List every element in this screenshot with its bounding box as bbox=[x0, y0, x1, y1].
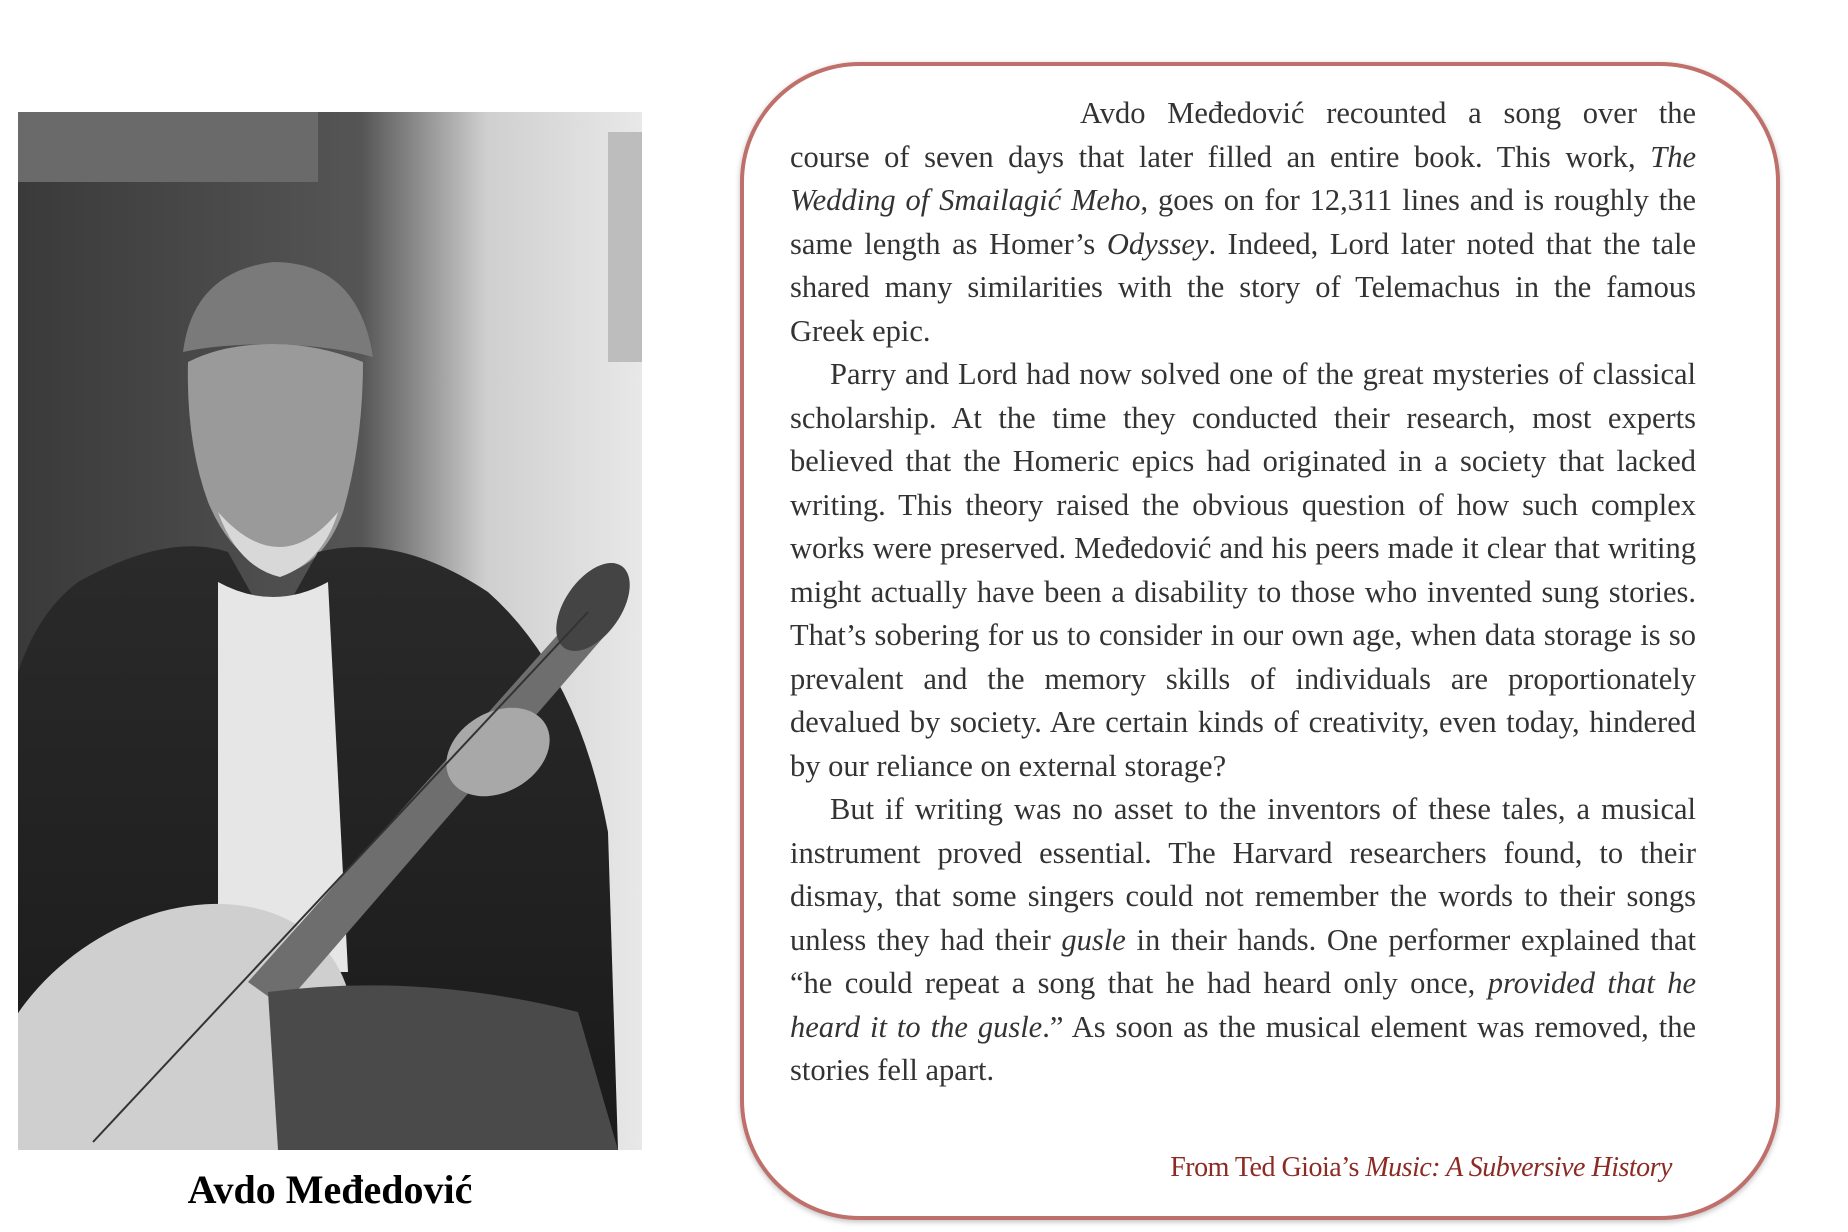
text-run: . Indeed, Lord later noted that the tale shared many similarities with the story of Telemachus in the famous Greek epic. bbox=[790, 226, 1696, 348]
portrait-photo bbox=[18, 112, 642, 1150]
text-run: Avdo Međedović recounted a song over the course of seven days that later filled an entire book. This work, bbox=[790, 96, 1696, 174]
portrait-illustration bbox=[18, 112, 642, 1150]
italic-run: The Wedding of Smailagić Meho bbox=[790, 139, 1696, 217]
paragraph-1 bbox=[790, 92, 1696, 353]
attribution-title: Music: A Subversive History bbox=[1365, 1152, 1672, 1183]
italic-run: provided that he heard it to the gusle bbox=[790, 966, 1696, 1044]
text-run: , goes on for 12,311 lines and is roughly the same length as Homer’s bbox=[790, 183, 1696, 261]
text-run: Parry and Lord had now solved one of the great mysteries of classical scholarship. At the time they conducted their research, most experts believed that the Homeric epics had originated in a society that lacked writing. This theory raised the obvious question of how such complex works were preserved. Međedović and his peers made it clear that writing might actually have been a disability to those who invented sung stories. That’s sobering for us to consider in our own age, when data storage is so prevalent and the memory skills of individuals are proportionately devalued by society. Are certain kinds of creativity, even today, hindered by our reliance on external storage? bbox=[790, 357, 1696, 783]
attribution bbox=[1170, 1152, 1672, 1184]
excerpt-box bbox=[740, 62, 1780, 1220]
attribution-prefix: From Ted Gioia’s bbox=[1170, 1152, 1366, 1183]
italic-run: gusle bbox=[1061, 922, 1126, 957]
text-run: But if writing was no asset to the inventors of these tales, a musical instrument proved essential. The Harvard researchers found, to their dismay, that some singers could not remember the words to their songs unless they had their bbox=[790, 792, 1696, 957]
text-run: .” As soon as the musical element was removed, the stories fell apart. bbox=[790, 1009, 1697, 1087]
excerpt-text bbox=[790, 92, 1696, 1093]
photo-caption: Avdo Međedović bbox=[187, 1167, 473, 1212]
paragraph-2 bbox=[790, 353, 1696, 788]
text-run: in their hands. One performer explained that “he could repeat a song that he had heard only once, bbox=[790, 922, 1696, 1000]
italic-run: Odyssey bbox=[1106, 226, 1209, 261]
paragraph-3 bbox=[790, 788, 1696, 1093]
